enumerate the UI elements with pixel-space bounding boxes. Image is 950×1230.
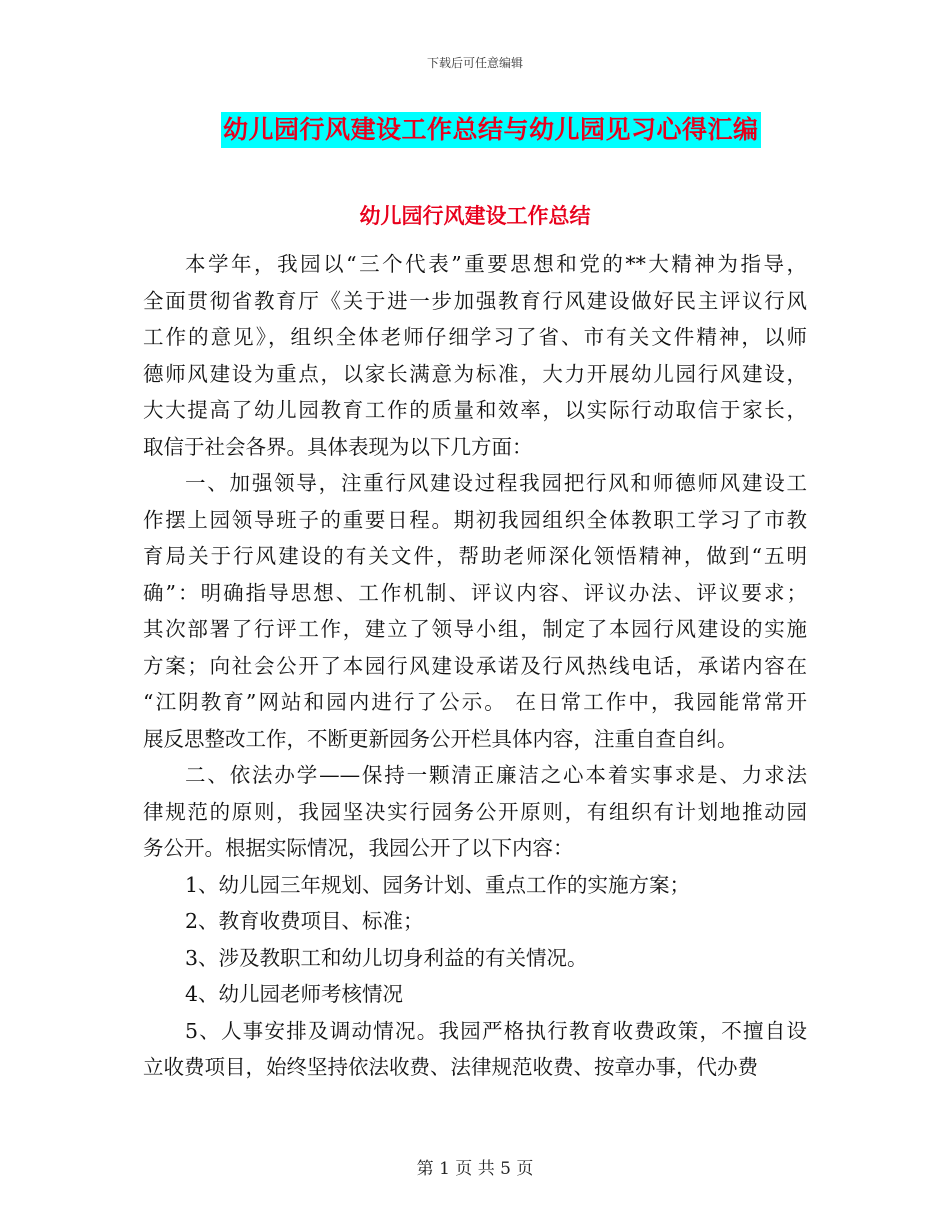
paragraph-line: 一、加强领导，注重行风建设过程我园把行风和师德师风建设工 <box>185 471 807 495</box>
paragraph-line: 工作的意见》，组织全体老师仔细学习了省、市有关文件精神，以师 <box>143 325 807 349</box>
paragraph-line: 律规范的原则，我园坚决实行园务公开原则，有组织有计划地推动园 <box>143 799 807 824</box>
paragraph-line: 德师风建设为重点，以家长满意为标准，大力开展幼儿园行风建设， <box>143 361 807 386</box>
list-item: 5、人事安排及调动情况。我园严格执行教育收费政策，不擅自设 <box>185 1018 807 1043</box>
paragraph-line: 务公开。根据实际情况，我园公开了以下内容： <box>143 836 574 860</box>
list-item: 3、涉及教职工和幼儿切身利益的有关情况。 <box>185 945 588 970</box>
list-item: 4、幼儿园老师考核情况 <box>185 982 404 1006</box>
paragraph-line: 其次部署了行评工作，建立了领导小组，制定了本园行风建设的实施 <box>143 617 807 641</box>
paragraph-line: 作摆上园领导班子的重要日程。期初我园组织全体教职工学习了市教 <box>143 507 807 532</box>
list-item: 1、幼儿园三年规划、园务计划、重点工作的实施方案； <box>185 872 691 897</box>
paragraph-line: 二、依法办学——保持一颗清正廉洁之心本着实事求是、力求法 <box>185 763 807 787</box>
paragraph-line: 全面贯彻省教育厅《关于进一步加强教育行风建设做好民主评议行风 <box>143 288 807 313</box>
paragraph-line: 取信于社会各界。具体表现为以下几方面： <box>143 434 533 459</box>
section-title: 幼儿园行风建设工作总结 <box>359 203 591 228</box>
document-title: 幼儿园行风建设工作总结与幼儿园见习心得汇编 <box>221 112 761 148</box>
paragraph-line: 确”：明确指导思想、工作机制、评议内容、评议办法、评议要求； <box>143 580 807 605</box>
body-text <box>143 246 807 1086</box>
paragraph-line: 大大提高了幼儿园教育工作的质量和效率，以实际行动取信于家长， <box>143 398 807 422</box>
paragraph-line: 展反思整改工作，不断更新园务公开栏具体内容，注重自查自纠。 <box>143 726 738 751</box>
header-note: 下载后可任意编辑 <box>426 56 523 70</box>
paragraph-line: 本学年，我园以“三个代表”重要思想和党的**大精神为指导， <box>185 252 807 276</box>
page-number: 第 1 页 共 5 页 <box>416 1159 534 1179</box>
paragraph-line: 育局关于行风建设的有关文件，帮助老师深化领悟精神，做到“五明 <box>143 544 807 568</box>
paragraph-line: 立收费项目，始终坚持依法收费、法律规范收费、按章办事，代办费 <box>143 1055 758 1079</box>
paragraph-line: “江阴教育”网站和园内进行了公示。 在日常工作中，我园能常常开 <box>143 690 807 714</box>
paragraph-line: 方案；向社会公开了本园行风建设承诺及行风热线电话，承诺内容在 <box>143 653 807 678</box>
list-item: 2、教育收费项目、标准； <box>185 909 424 933</box>
